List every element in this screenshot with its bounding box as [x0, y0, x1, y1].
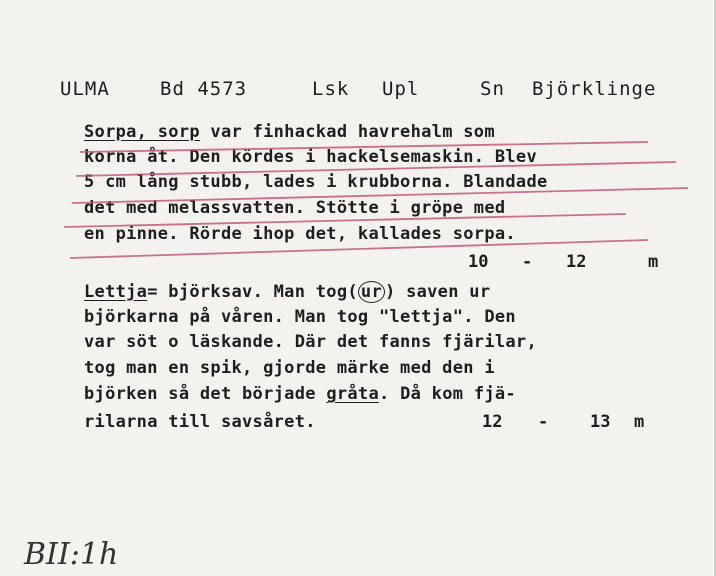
entry1-term: Sorpa, sorp: [84, 122, 200, 142]
entry1-line3: 5 cm lång stubb, lades i krubborna. Blandade: [84, 172, 548, 192]
entry2-line1: Lettja= björksav. Man tog( ur ) saven ur: [84, 282, 491, 302]
entry2-line4: tog man en spik, gjorde märke med den i: [84, 358, 495, 378]
entry1-line2: korna åt. Den kördes i hackelsemaskin. Blev: [84, 147, 537, 167]
entry1-age-from: 10: [468, 252, 489, 272]
province: Upl: [382, 78, 420, 100]
entry2-line6: rilarna till savsåret.: [84, 412, 316, 432]
entry2-dash: -: [538, 412, 549, 432]
entry1-age-to: 12: [566, 252, 587, 272]
volume-number: Bd 4573: [160, 78, 248, 100]
handwritten-reference: BII:1h: [24, 537, 119, 572]
entry1-line5: en pinne. Rörde ihop det, kallades sorpa.: [84, 224, 516, 244]
entry2-line5: björken så det började gråta. Då kom fjä-: [84, 384, 516, 404]
sn-label: Sn: [480, 78, 505, 100]
entry2-line3: var söt o läskande. Där det fanns fjärilar,: [84, 332, 537, 352]
parish-name: Björklinge: [532, 78, 657, 100]
entry1-sex: m: [648, 252, 659, 272]
entry2-age-from: 12: [482, 412, 503, 432]
underlined-word: gråta: [326, 384, 379, 404]
entry2-term: Lettja: [84, 282, 148, 302]
circled-word: ur: [358, 281, 385, 303]
entry2-line2: björkarna på våren. Man tog "lettja". Den: [84, 307, 516, 327]
entry1-line1: Sorpa, sorp var finhackad havrehalm som: [84, 122, 495, 142]
archive-code: ULMA: [60, 78, 110, 100]
lsk-label: Lsk: [312, 78, 350, 100]
entry2-age-to: 13: [590, 412, 611, 432]
entry1-dash: -: [522, 252, 533, 272]
entry2-sex: m: [634, 412, 645, 432]
entry1-line4: det med melassvatten. Stötte i gröpe med: [84, 198, 506, 218]
